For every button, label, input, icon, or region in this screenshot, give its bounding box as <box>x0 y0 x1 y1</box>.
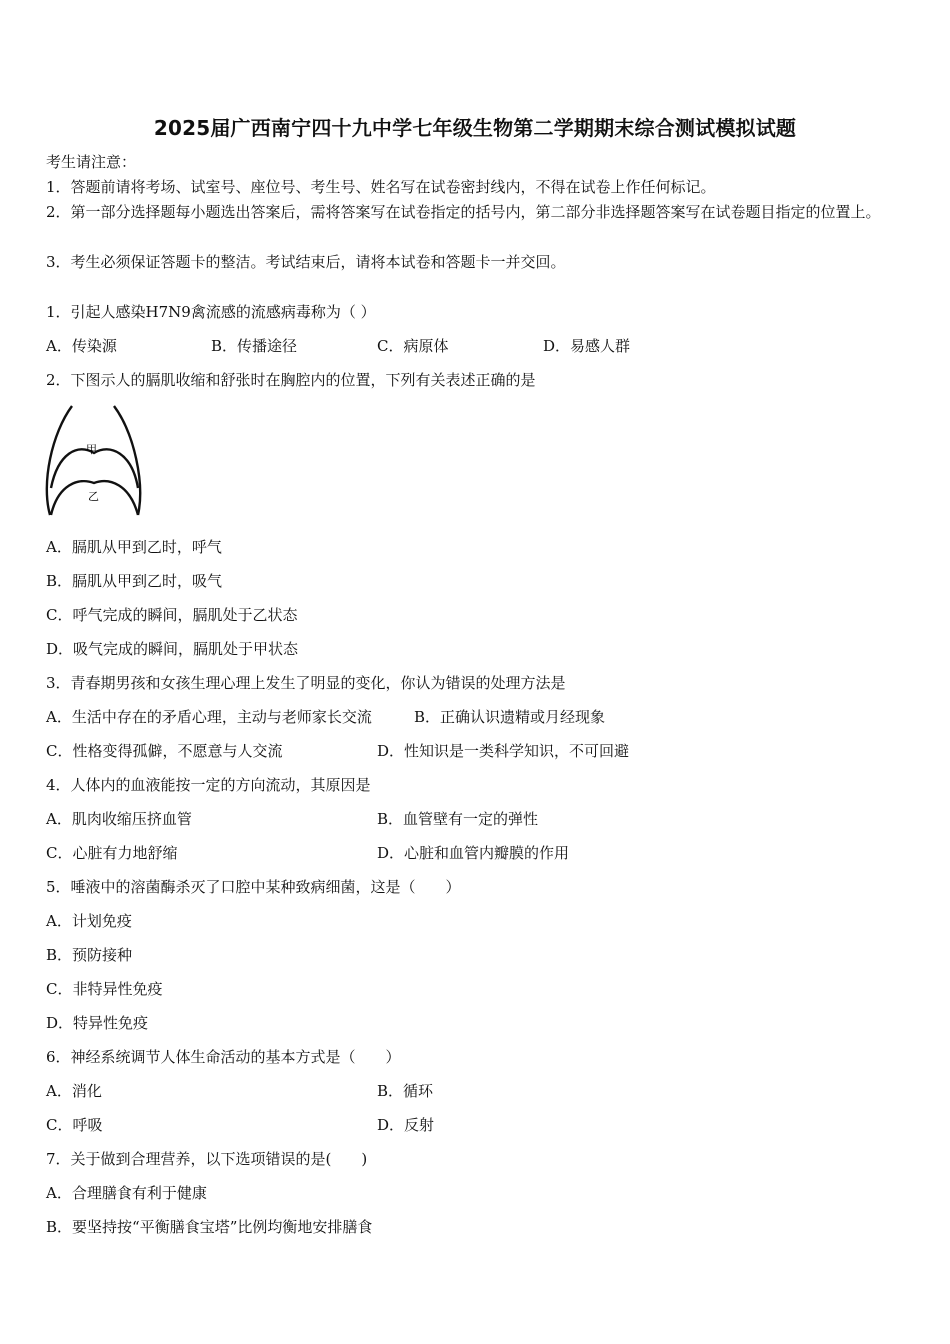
question-3-stem: 3．青春期男孩和女孩生理心理上发生了明显的变化，你认为错误的处理方法是 <box>46 674 566 692</box>
question-2-option-d[interactable]: D．吸气完成的瞬间，膈肌处于甲状态 <box>46 640 299 658</box>
question-1-option-c[interactable]: C．病原体 <box>377 337 449 355</box>
question-4-option-a[interactable]: A．肌肉收缩压挤血管 <box>46 810 192 828</box>
question-6-option-d[interactable]: D．反射 <box>377 1116 435 1134</box>
question-2-option-c[interactable]: C．呼气完成的瞬间，膈肌处于乙状态 <box>46 606 298 624</box>
question-1-option-d[interactable]: D．易感人群 <box>543 337 631 355</box>
question-2-option-b[interactable]: B．膈肌从甲到乙时，吸气 <box>46 572 223 590</box>
question-5-option-c[interactable]: C．非特异性免疫 <box>46 980 163 998</box>
question-7-option-a[interactable]: A．合理膳食有利于健康 <box>46 1184 207 1202</box>
question-4-option-d[interactable]: D．心脏和血管内瓣膜的作用 <box>377 844 570 862</box>
figure-label-jia: 甲 <box>86 443 97 456</box>
question-3-option-a[interactable]: A．生活中存在的矛盾心理，主动与老师家长交流 <box>46 708 372 726</box>
question-5-option-b[interactable]: B．预防接种 <box>46 946 133 964</box>
notice-item-2: 2．第一部分选择题每小题选出答案后，需将答案写在试卷指定的括号内，第二部分非选择题答案写在试卷题目指定的位置上。 <box>46 203 881 221</box>
question-6-option-c[interactable]: C．呼吸 <box>46 1116 103 1134</box>
question-5-stem: 5．唾液中的溶菌酶杀灭了口腔中某种致病细菌，这是（ ） <box>46 878 461 896</box>
notice-item-1: 1．答题前请将考场、试室号、座位号、考生号、姓名写在试卷密封线内，不得在试卷上作任何标记。 <box>46 178 716 196</box>
question-2-stem: 2．下图示人的膈肌收缩和舒张时在胸腔内的位置，下列有关表述正确的是 <box>46 371 536 389</box>
question-3-option-d[interactable]: D．性知识是一类科学知识，不可回避 <box>377 742 630 760</box>
question-3-option-b[interactable]: B．正确认识遗精或月经现象 <box>414 708 606 726</box>
question-6-option-b[interactable]: B．循环 <box>377 1082 434 1100</box>
question-7-stem: 7．关于做到合理营养，以下选项错误的是( ) <box>46 1150 368 1168</box>
question-1-option-b[interactable]: B．传播途径 <box>211 337 298 355</box>
notice-heading: 考生请注意： <box>46 153 137 171</box>
question-6-option-a[interactable]: A．消化 <box>46 1082 102 1100</box>
figure-label-yi: 乙 <box>88 490 99 503</box>
question-1-stem: 1．引起人感染H7N9禽流感的流感病毒称为（ ） <box>46 303 376 321</box>
diaphragm-diagram <box>42 403 146 521</box>
question-2-option-a[interactable]: A．膈肌从甲到乙时，呼气 <box>46 538 222 556</box>
question-3-option-c[interactable]: C．性格变得孤僻，不愿意与人交流 <box>46 742 283 760</box>
question-7-option-b[interactable]: B．要坚持按“平衡膳食宝塔”比例均衡地安排膳食 <box>46 1218 373 1236</box>
question-6-stem: 6．神经系统调节人体生命活动的基本方式是（ ） <box>46 1048 401 1066</box>
question-1-option-a[interactable]: A．传染源 <box>46 337 117 355</box>
question-5-option-d[interactable]: D．特异性免疫 <box>46 1014 149 1032</box>
question-4-option-b[interactable]: B．血管壁有一定的弹性 <box>377 810 539 828</box>
question-4-stem: 4．人体内的血液能按一定的方向流动，其原因是 <box>46 776 371 794</box>
page-title: 2025届广西南宁四十九中学七年级生物第二学期期末综合测试模拟试题 <box>153 116 797 140</box>
notice-item-3: 3．考生必须保证答题卡的整洁。考试结束后，请将本试卷和答题卡一并交回。 <box>46 253 566 271</box>
question-4-option-c[interactable]: C．心脏有力地舒缩 <box>46 844 178 862</box>
question-5-option-a[interactable]: A．计划免疫 <box>46 912 132 930</box>
